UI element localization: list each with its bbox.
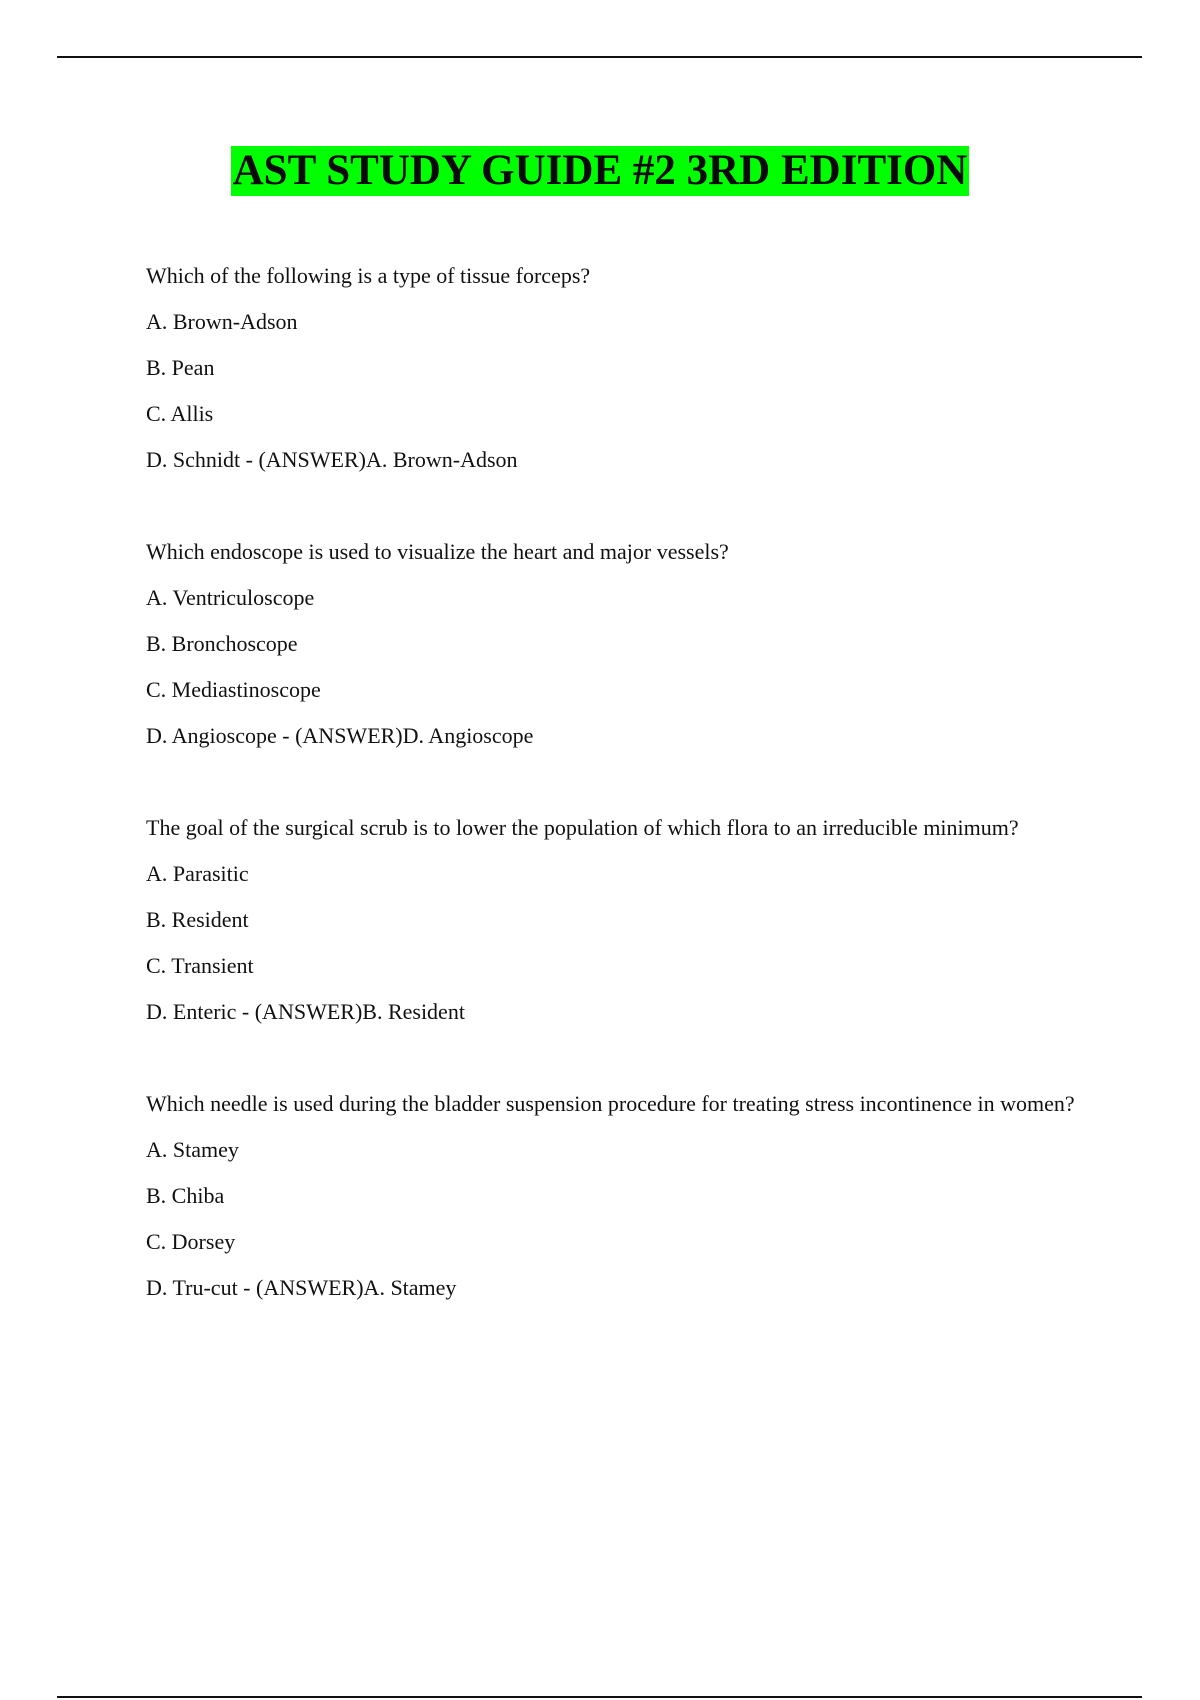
- question-text: The goal of the surgical scrub is to lower the population of which flora to an irreducible minimum?: [146, 815, 1019, 840]
- question-text: Which of the following is a type of tissue forceps?: [146, 263, 591, 288]
- title-container: [0, 146, 1200, 196]
- option-b: B. Resident: [146, 907, 249, 932]
- option-d-with-answer: D. Schnidt - (ANSWER)A. Brown-Adson: [146, 447, 518, 472]
- option-d-with-answer: D. Tru-cut - (ANSWER)A. Stamey: [146, 1275, 457, 1300]
- top-rule: [57, 56, 1142, 58]
- option-c: C. Mediastinoscope: [146, 677, 321, 702]
- question-text: Which needle is used during the bladder suspension procedure for treating stress incontinence in women?: [146, 1091, 1075, 1116]
- option-b: B. Chiba: [146, 1183, 225, 1208]
- option-c: C. Transient: [146, 953, 254, 978]
- option-a: A. Parasitic: [146, 861, 249, 886]
- option-a: A. Stamey: [146, 1137, 239, 1162]
- question-block-2: [146, 538, 1086, 750]
- option-c: C. Allis: [146, 401, 214, 426]
- option-c: C. Dorsey: [146, 1229, 236, 1254]
- question-block-1: [146, 262, 1086, 474]
- option-d-with-answer: D. Enteric - (ANSWER)B. Resident: [146, 999, 465, 1024]
- question-text: Which endoscope is used to visualize the heart and major vessels?: [146, 539, 729, 564]
- option-a: A. Ventriculoscope: [146, 585, 315, 610]
- option-d-with-answer: D. Angioscope - (ANSWER)D. Angioscope: [146, 723, 534, 748]
- option-a: A. Brown-Adson: [146, 309, 298, 334]
- option-b: B. Bronchoscope: [146, 631, 298, 656]
- document-title: AST STUDY GUIDE #2 3RD EDITION: [232, 147, 968, 194]
- option-b: B. Pean: [146, 355, 215, 380]
- question-list: [146, 262, 1086, 1366]
- question-block-3: [146, 814, 1086, 1026]
- bottom-rule: [57, 1696, 1142, 1698]
- question-block-4: [146, 1090, 1086, 1302]
